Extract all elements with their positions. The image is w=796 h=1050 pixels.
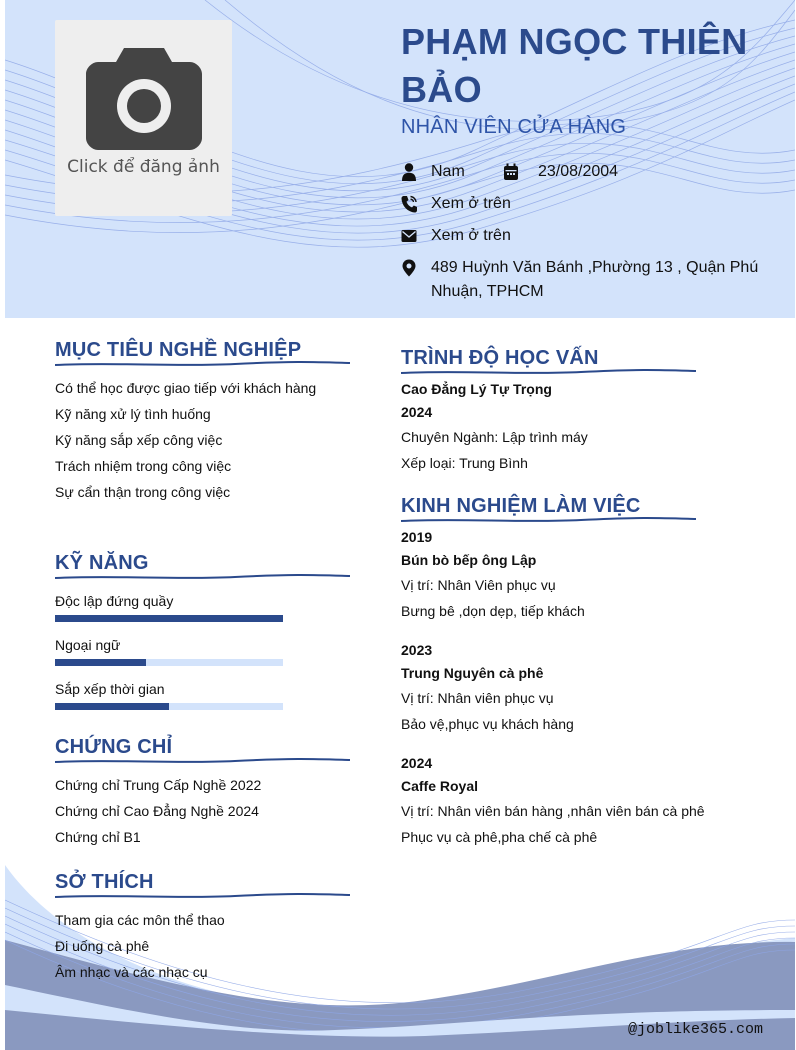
objective-item: Sự cẩn thận trong công việc [55, 484, 231, 500]
hobby-item: Đi uống cà phê [55, 938, 150, 954]
certificates-heading: CHỨNG CHỈ [55, 736, 173, 758]
watermark: @joblike365.com [627, 1021, 763, 1038]
objective-item: Trách nhiệm trong công việc [55, 458, 232, 474]
skill-bar-fill [55, 615, 283, 622]
job-company: Trung Nguyên cà phê [401, 665, 544, 681]
certificates-underline [55, 757, 350, 765]
calendar-icon [503, 163, 519, 181]
job-description: Bảo vệ,phục vụ khách hàng [401, 716, 574, 732]
photo-caption: Click để đăng ảnh [67, 157, 220, 177]
phone-value[interactable]: Xem ở trên [431, 195, 511, 212]
job-description: Phục vụ cà phê,pha chế cà phê [401, 829, 598, 845]
job-title: NHÂN VIÊN CỬA HÀNG [401, 116, 627, 138]
certificate-item: Chứng chỉ Trung Cấp Nghề 2022 [55, 777, 262, 793]
skill-bar-fill [55, 703, 169, 710]
candidate-name: PHẠM NGỌC THIÊN BẢO [401, 21, 748, 110]
skill-label: Sắp xếp thời gian [55, 681, 165, 697]
hobbies-underline [55, 892, 350, 900]
address-value: 489 Huỳnh Văn Bánh ,Phường 13 , Quận Phú Nhuận, TPHCM [431, 259, 759, 300]
skill-bar [55, 659, 283, 666]
photo-upload[interactable] [55, 20, 232, 216]
job-position: Vị trí: Nhân Viên phục vụ [401, 577, 556, 593]
objective-heading: MỤC TIÊU NGHỀ NGHIỆP [55, 339, 302, 361]
education-major: Chuyên Ngành: Lập trình máy [401, 429, 588, 445]
education-heading: TRÌNH ĐỘ HỌC VẤN [401, 347, 599, 369]
skill-bar-fill [55, 659, 146, 666]
objective-item: Kỹ năng sắp xếp công việc [55, 432, 223, 448]
job-year: 2024 [401, 755, 433, 771]
gender-value: Nam [431, 163, 465, 180]
skill-label: Độc lập đứng quầy [55, 593, 174, 609]
user-icon [401, 163, 417, 181]
education-year: 2024 [401, 404, 433, 420]
certificate-item: Chứng chỉ Cao Đẳng Nghề 2024 [55, 803, 259, 819]
mail-icon [401, 227, 417, 245]
education-school: Cao Đẳng Lý Tự Trọng [401, 381, 552, 397]
skills-underline [55, 573, 350, 581]
certificate-item: Chứng chỉ B1 [55, 829, 141, 845]
job-company: Caffe Royal [401, 778, 479, 794]
birthday-value: 23/08/2004 [538, 163, 619, 180]
hobbies-heading: SỞ THÍCH [55, 871, 154, 893]
skills-heading: KỸ NĂNG [55, 552, 149, 574]
email-value[interactable]: Xem ở trên [431, 227, 511, 244]
job-position: Vị trí: Nhân viên bán hàng ,nhân viên bán cà phê [401, 803, 705, 819]
objective-item: Kỹ năng xử lý tình huống [55, 406, 211, 422]
phone-icon [401, 195, 417, 213]
camera-icon [86, 48, 202, 150]
education-grade: Xếp loại: Trung Bình [401, 455, 528, 471]
header-banner [5, 0, 795, 318]
hobby-item: Tham gia các môn thể thao [55, 912, 225, 928]
hobby-item: Âm nhạc và các nhạc cụ [55, 964, 208, 980]
education-underline [401, 368, 696, 376]
experience-underline [401, 516, 696, 524]
experience-heading: KINH NGHIỆM LÀM VIỆC [401, 495, 641, 517]
cv-page [5, 0, 795, 1050]
skill-bar [55, 615, 283, 622]
job-company: Bún bò bếp ông Lập [401, 552, 537, 568]
objective-underline [55, 360, 350, 368]
job-year: 2023 [401, 642, 433, 658]
job-description: Bưng bê ,dọn dẹp, tiếp khách [401, 603, 585, 619]
location-pin-icon [401, 259, 417, 277]
job-position: Vị trí: Nhân viên phục vụ [401, 690, 554, 706]
objective-item: Có thể học được giao tiếp với khách hàng [55, 380, 317, 396]
skill-bar [55, 703, 283, 710]
skill-label: Ngoại ngữ [55, 637, 121, 653]
job-year: 2019 [401, 529, 433, 545]
